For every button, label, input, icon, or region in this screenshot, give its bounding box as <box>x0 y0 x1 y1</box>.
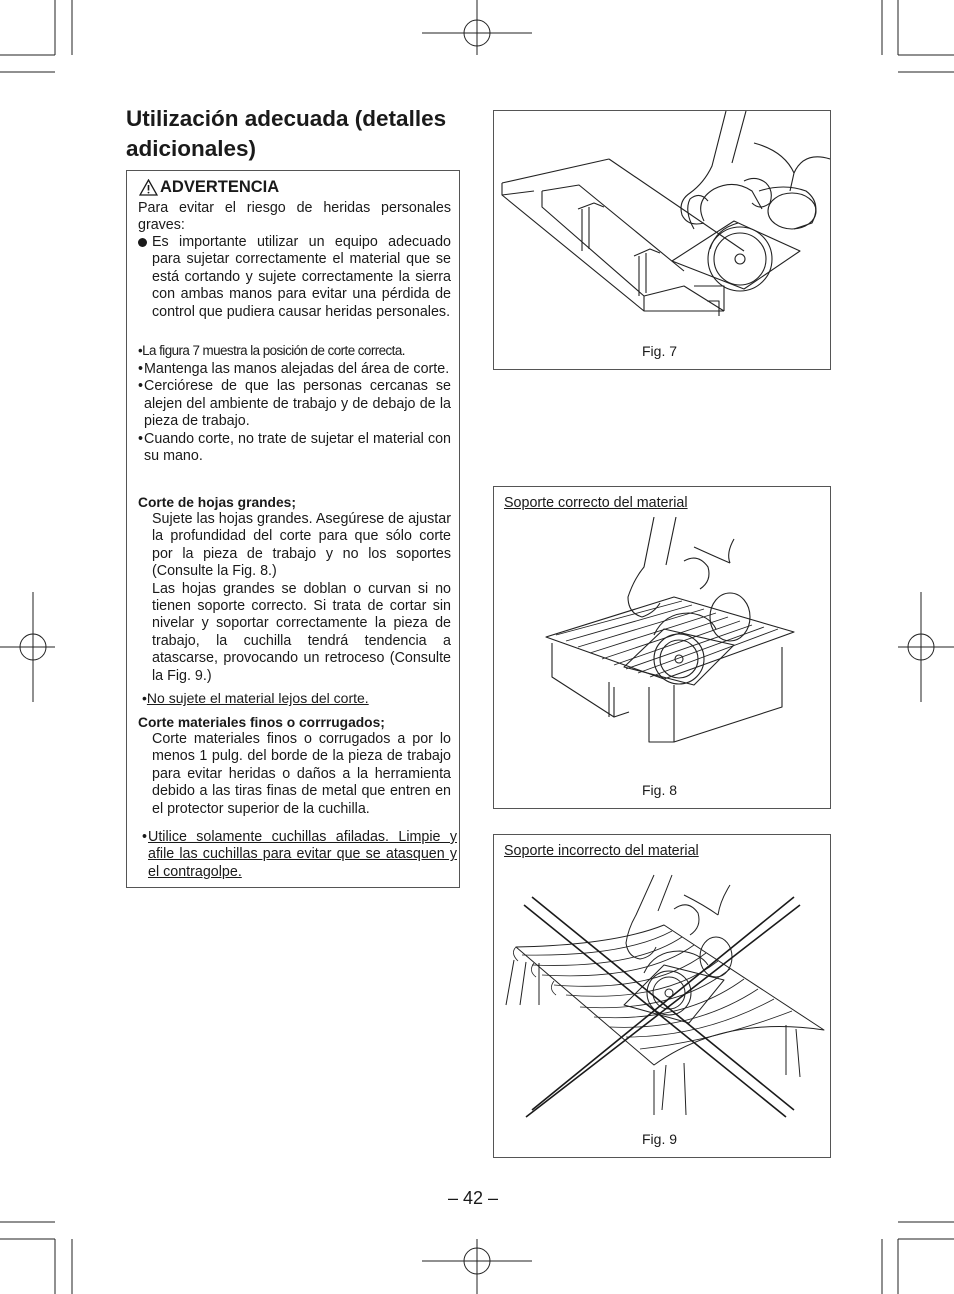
figure-7 <box>493 110 831 370</box>
page-title: Utilización adecuada (detalles adicionales) <box>126 106 447 161</box>
large-sheets-body <box>152 511 451 685</box>
bullet-dot-icon <box>138 238 147 247</box>
figure-8 <box>493 486 831 809</box>
warning-heading <box>139 178 279 197</box>
fig7-caption: Fig. 7 <box>642 343 678 359</box>
no-hold-far-item: •No sujete el material lejos del corte. <box>142 690 369 706</box>
warning-heading-text: ADVERTENCIA <box>160 178 280 196</box>
fig7-reference: •La figura 7 muestra la posición de corte correcta. <box>138 343 405 358</box>
fig9-caption: Fig. 9 <box>642 1131 678 1147</box>
no-hold-far-text: No sujete el material lejos del corte. <box>146 690 369 706</box>
list-item: • Cerciórese de que las personas cercanas se alejen del ambiente de trabajo y de debajo de la pieza de trabajo. <box>138 378 451 430</box>
sharp-blades-text: Utilice solamente cuchillas afiladas. Limpie y afile las cuchillas para evitar que se atasquen y el contragolpe. <box>148 829 457 880</box>
list-item: • Mantenga las manos alejadas del área de corte. <box>138 361 450 377</box>
thin-materials-body: Corte materiales finos o corrugados a por lo menos 1 pulg. del borde de la pieza de trabajo para evitar heridas o daños a la herramienta debido a las tiras finas de metal que entren en el protector superior de la cuchilla. <box>152 731 451 817</box>
list-item-text: Mantenga las manos alejadas del área de corte. <box>144 361 450 377</box>
large-sheets-heading: Corte de hojas grandes; <box>138 495 296 510</box>
list-item: • Cuando corte, no trate de sujetar el material con su mano. <box>138 430 451 465</box>
large-sheets-paragraph: Las hojas grandes se doblan o curvan si no tienen soporte correcto. Si trata de cortar sin nivelar y soportar correctamente la pieza de trabajo, la cuchilla tendrá tendencia a atascarse, provocando un retroceso (Consulte la Fig. 9.) <box>152 580 451 684</box>
fig8-illustration <box>494 517 830 757</box>
figure-9 <box>493 834 831 1158</box>
main-bullet <box>138 234 451 321</box>
fig7-illustration <box>494 111 830 341</box>
bullet-list <box>138 361 451 465</box>
page-number: – 42 – <box>448 1188 499 1208</box>
list-item-text: Cerciórese de que las personas cercanas se alejen del ambiente de trabajo y de debajo de la pieza de trabajo. <box>144 378 451 430</box>
warning-box <box>126 170 460 888</box>
sharp-blades-item: • Utilice solamente cuchillas afiladas. Limpie y afile las cuchillas para evitar que se atasquen y el contragolpe. <box>142 829 457 880</box>
main-bullet-text: Es importante utilizar un equipo adecuado para sujetar correctamente el material que se está cortando y sujete correctamente la sierra con ambas manos para evitar una pérdida de control que pudiera causar heridas personales. <box>152 234 451 320</box>
fig8-title: Soporte correcto del material <box>504 495 688 511</box>
fig9-title: Soporte incorrecto del material <box>504 843 699 859</box>
fig9-illustration <box>494 865 830 1125</box>
warning-triangle-icon <box>139 179 158 196</box>
fig8-caption: Fig. 8 <box>642 782 678 798</box>
list-item-text: Cuando corte, no trate de sujetar el material con su mano. <box>144 430 451 465</box>
thin-materials-heading: Corte materiales finos o corrrugados; <box>138 715 385 730</box>
large-sheets-paragraph: Sujete las hojas grandes. Asegúrese de ajustar la profundidad del corte para que sólo corte por la pieza de trabajo y no los soportes (Consulte la Fig. 8.) <box>152 511 451 580</box>
warning-intro: Para evitar el riesgo de heridas personales graves: <box>138 200 451 234</box>
